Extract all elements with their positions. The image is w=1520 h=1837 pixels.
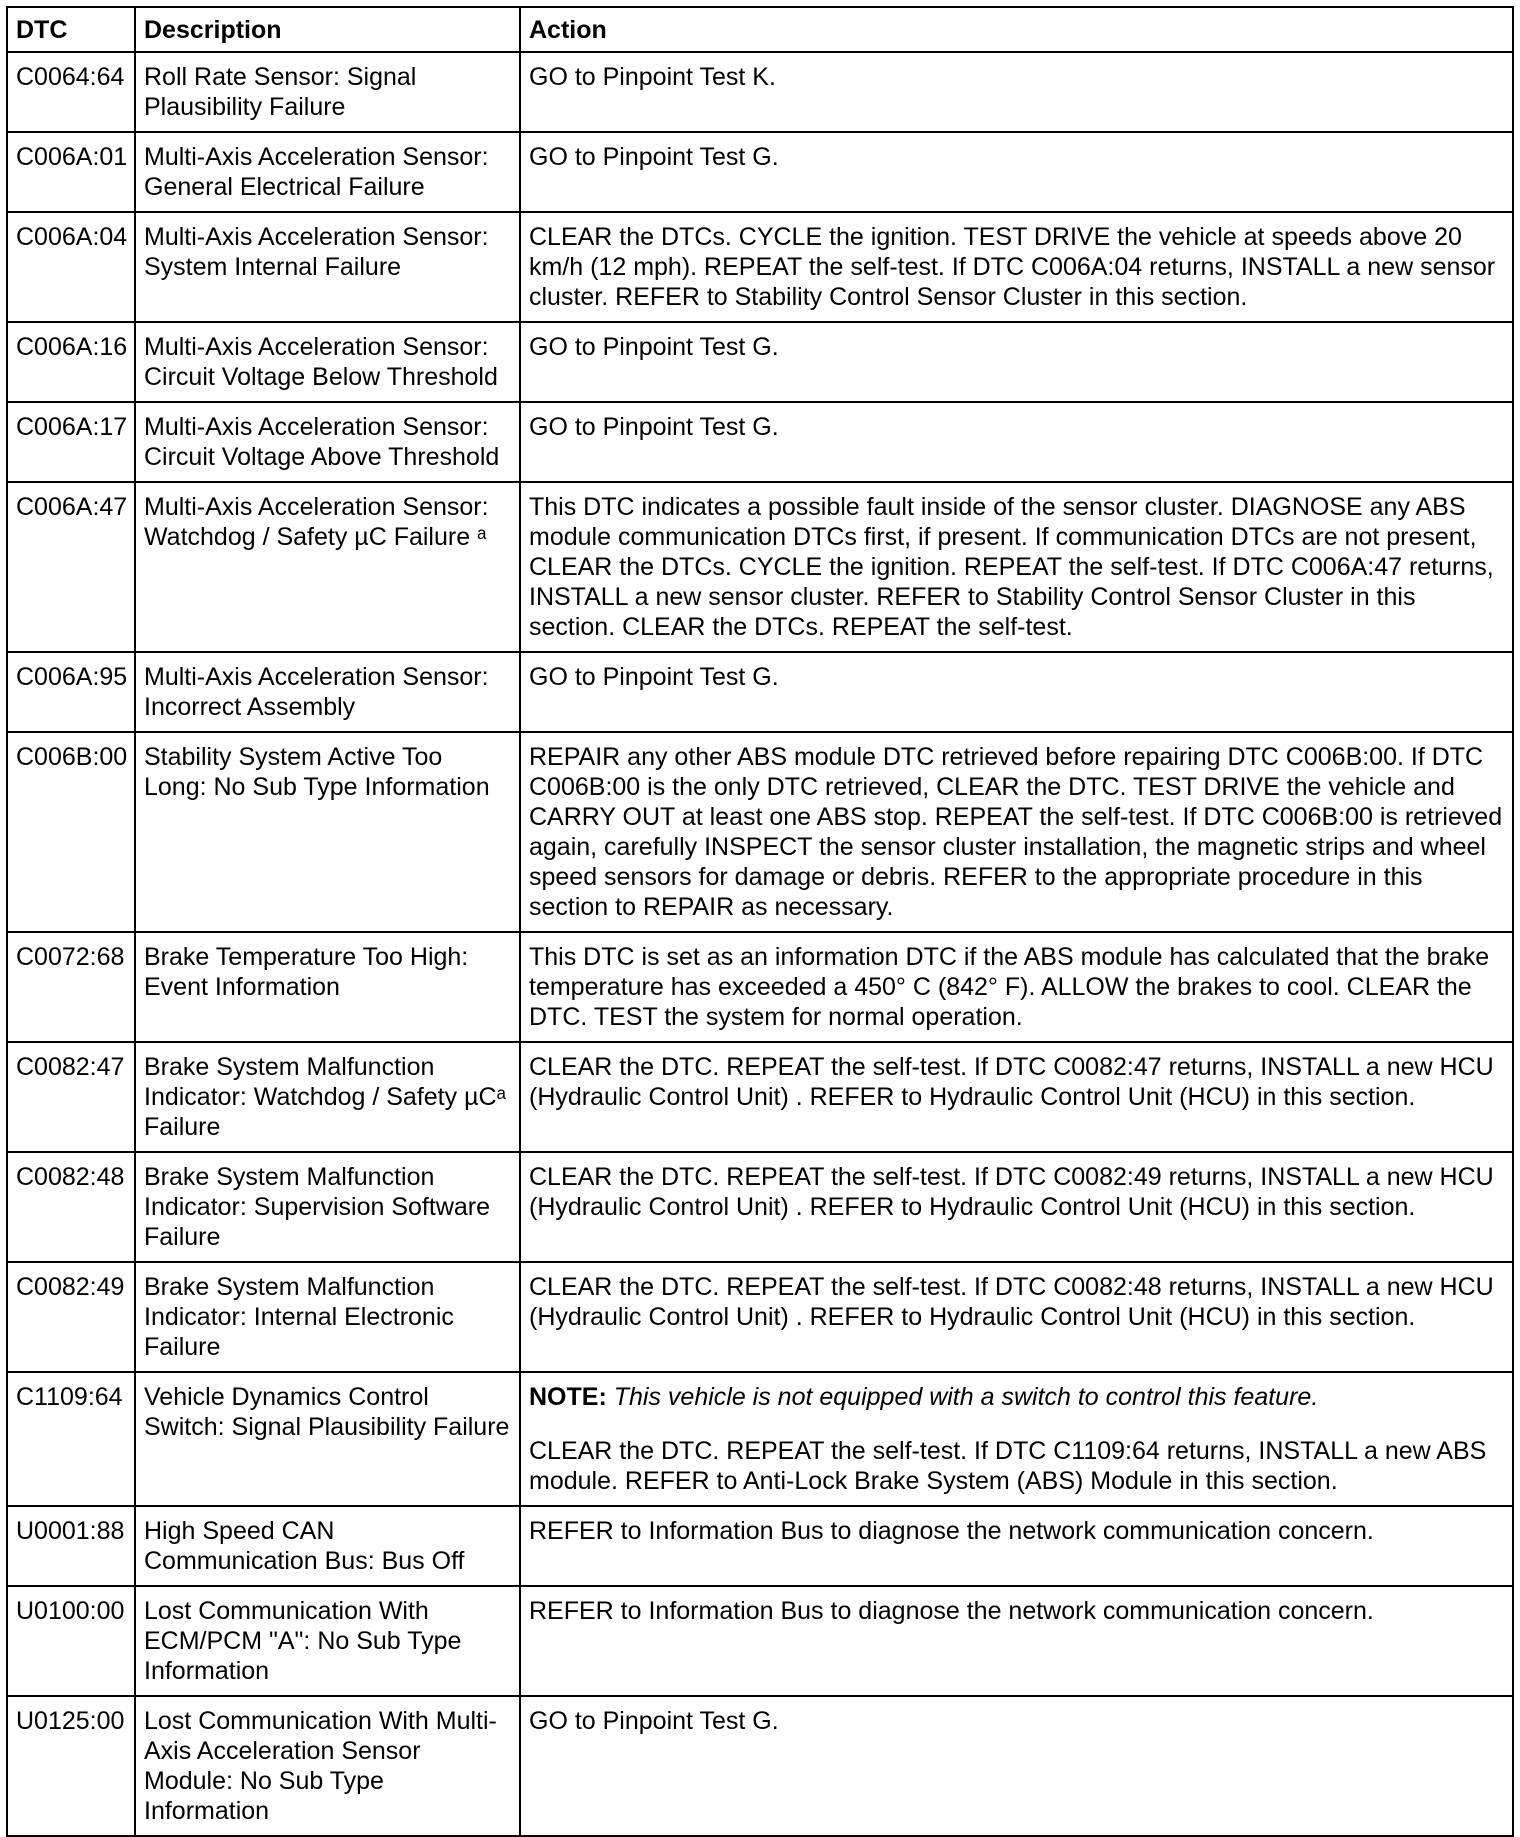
action-text: GO to Pinpoint Test G. <box>529 1707 779 1735</box>
table-row <box>7 1696 1513 1836</box>
dtc-description-cell: Multi-Axis Acceleration Sensor: Circuit Voltage Below Threshold <box>135 322 520 402</box>
table-row <box>7 1586 1513 1696</box>
action-text: This DTC is set as an information DTC if the ABS module has calculated that the brake temperature has exceeded a 450° C (842° F). ALLOW the brakes to cool. CLEAR the DTC. TEST the system for normal operation. <box>529 943 1490 1031</box>
table-body <box>7 52 1513 1836</box>
dtc-description-cell: Multi-Axis Acceleration Sensor: Watchdog / Safety µC Failure ᵃ <box>135 482 520 652</box>
dtc-action-cell <box>520 1696 1513 1836</box>
dtc-action-cell <box>520 132 1513 212</box>
dtc-description-cell: Vehicle Dynamics Control Switch: Signal Plausibility Failure <box>135 1372 520 1506</box>
dtc-code-cell: C006A:04 <box>7 212 135 322</box>
table-row <box>7 1506 1513 1586</box>
dtc-action-cell <box>520 1152 1513 1262</box>
header-dtc: DTC <box>7 7 135 52</box>
dtc-action-cell <box>520 212 1513 322</box>
note-paragraph <box>529 1382 1504 1412</box>
dtc-code-cell: C0082:47 <box>7 1042 135 1152</box>
dtc-code-cell: C006A:01 <box>7 132 135 212</box>
table-row <box>7 322 1513 402</box>
dtc-table <box>6 6 1514 1837</box>
dtc-action-cell <box>520 1506 1513 1586</box>
dtc-code-cell: C0082:49 <box>7 1262 135 1372</box>
dtc-description-cell: High Speed CAN Communication Bus: Bus Off <box>135 1506 520 1586</box>
dtc-code-cell: C006A:16 <box>7 322 135 402</box>
dtc-description-cell: Brake System Malfunction Indicator: Internal Electronic Failure <box>135 1262 520 1372</box>
note-text: This vehicle is not equipped with a switch to control this feature. <box>613 1383 1319 1411</box>
dtc-code-cell: C0082:48 <box>7 1152 135 1262</box>
table-row <box>7 132 1513 212</box>
table-header-row <box>7 7 1513 52</box>
table-row <box>7 212 1513 322</box>
dtc-code-cell: U0125:00 <box>7 1696 135 1836</box>
dtc-description-cell: Multi-Axis Acceleration Sensor: Circuit Voltage Above Threshold <box>135 402 520 482</box>
dtc-action-cell <box>520 1262 1513 1372</box>
dtc-action-cell <box>520 482 1513 652</box>
table-row <box>7 652 1513 732</box>
dtc-code-cell: C1109:64 <box>7 1372 135 1506</box>
dtc-action-cell <box>520 1042 1513 1152</box>
action-text: This DTC indicates a possible fault inside of the sensor cluster. DIAGNOSE any ABS module communication DTCs first, if present. If communication DTCs are not present, CLEAR the DTCs. CYCLE the ignition. REPEAT the self-test. If DTC C006A:47 returns, INSTALL a new sensor cluster. REFER to Stability Control Sensor Cluster in this section. CLEAR the DTCs. REPEAT the self-test. <box>529 493 1494 641</box>
dtc-action-cell <box>520 932 1513 1042</box>
dtc-code-cell: U0001:88 <box>7 1506 135 1586</box>
action-text: GO to Pinpoint Test G. <box>529 663 779 691</box>
action-text: GO to Pinpoint Test G. <box>529 413 779 441</box>
action-text: CLEAR the DTC. REPEAT the self-test. If DTC C0082:49 returns, INSTALL a new HCU (Hydraulic Control Unit) . REFER to Hydraulic Control Unit (HCU) in this section. <box>529 1163 1494 1221</box>
table-row <box>7 1372 1513 1506</box>
table-row <box>7 1152 1513 1262</box>
dtc-description-cell: Brake System Malfunction Indicator: Watchdog / Safety µCᵃ Failure <box>135 1042 520 1152</box>
dtc-code-cell: C0064:64 <box>7 52 135 132</box>
table-row <box>7 932 1513 1042</box>
table-row <box>7 482 1513 652</box>
action-text: CLEAR the DTCs. CYCLE the ignition. TEST DRIVE the vehicle at speeds above 20 km/h (12 mph). REPEAT the self-test. If DTC C006A:04 returns, INSTALL a new sensor cluster. REFER to Stability Control Sensor Cluster in this section. <box>529 223 1496 311</box>
table-row <box>7 402 1513 482</box>
dtc-code-cell: C006A:47 <box>7 482 135 652</box>
dtc-code-cell: C006B:00 <box>7 732 135 932</box>
dtc-action-cell <box>520 52 1513 132</box>
dtc-description-cell: Multi-Axis Acceleration Sensor: Incorrect Assembly <box>135 652 520 732</box>
action-text: CLEAR the DTC. REPEAT the self-test. If DTC C0082:48 returns, INSTALL a new HCU (Hydraulic Control Unit) . REFER to Hydraulic Control Unit (HCU) in this section. <box>529 1273 1494 1331</box>
table-row <box>7 732 1513 932</box>
dtc-code-cell: C006A:17 <box>7 402 135 482</box>
header-action: Action <box>520 7 1513 52</box>
action-text: GO to Pinpoint Test G. <box>529 333 779 361</box>
dtc-action-cell <box>520 652 1513 732</box>
action-text: CLEAR the DTC. REPEAT the self-test. If DTC C1109:64 returns, INSTALL a new ABS module. REFER to Anti-Lock Brake System (ABS) Module in this section. <box>529 1437 1487 1495</box>
action-text: GO to Pinpoint Test K. <box>529 63 776 91</box>
note-label: NOTE: <box>529 1383 607 1411</box>
dtc-action-cell <box>520 402 1513 482</box>
table-row <box>7 52 1513 132</box>
table-row <box>7 1262 1513 1372</box>
action-text: REFER to Information Bus to diagnose the network communication concern. <box>529 1597 1374 1625</box>
dtc-action-cell <box>520 1586 1513 1696</box>
dtc-description-cell: Brake System Malfunction Indicator: Supervision Software Failure <box>135 1152 520 1262</box>
action-text: REFER to Information Bus to diagnose the network communication concern. <box>529 1517 1374 1545</box>
dtc-code-cell: U0100:00 <box>7 1586 135 1696</box>
dtc-action-cell <box>520 1372 1513 1506</box>
dtc-description-cell: Lost Communication With Multi-Axis Acceleration Sensor Module: No Sub Type Information <box>135 1696 520 1836</box>
dtc-code-cell: C006A:95 <box>7 652 135 732</box>
action-text: GO to Pinpoint Test G. <box>529 143 779 171</box>
dtc-description-cell: Lost Communication With ECM/PCM "A": No Sub Type Information <box>135 1586 520 1696</box>
action-text: CLEAR the DTC. REPEAT the self-test. If DTC C0082:47 returns, INSTALL a new HCU (Hydraulic Control Unit) . REFER to Hydraulic Control Unit (HCU) in this section. <box>529 1053 1494 1111</box>
action-text: REPAIR any other ABS module DTC retrieved before repairing DTC C006B:00. If DTC C006B:00 is the only DTC retrieved, CLEAR the DTC. TEST DRIVE the vehicle and CARRY OUT at least one ABS stop. REPEAT the self-test. If DTC C006B:00 is retrieved again, carefully INSPECT the sensor cluster installation, the magnetic strips and wheel speed sensors for damage or debris. REFER to the appropriate procedure in this section to REPAIR as necessary. <box>529 743 1503 921</box>
dtc-code-cell: C0072:68 <box>7 932 135 1042</box>
dtc-description-cell: Stability System Active Too Long: No Sub Type Information <box>135 732 520 932</box>
header-description: Description <box>135 7 520 52</box>
dtc-description-cell: Brake Temperature Too High: Event Information <box>135 932 520 1042</box>
dtc-description-cell: Roll Rate Sensor: Signal Plausibility Failure <box>135 52 520 132</box>
table-row <box>7 1042 1513 1152</box>
dtc-action-cell <box>520 322 1513 402</box>
dtc-description-cell: Multi-Axis Acceleration Sensor: General Electrical Failure <box>135 132 520 212</box>
dtc-description-cell: Multi-Axis Acceleration Sensor: System Internal Failure <box>135 212 520 322</box>
dtc-action-cell <box>520 732 1513 932</box>
